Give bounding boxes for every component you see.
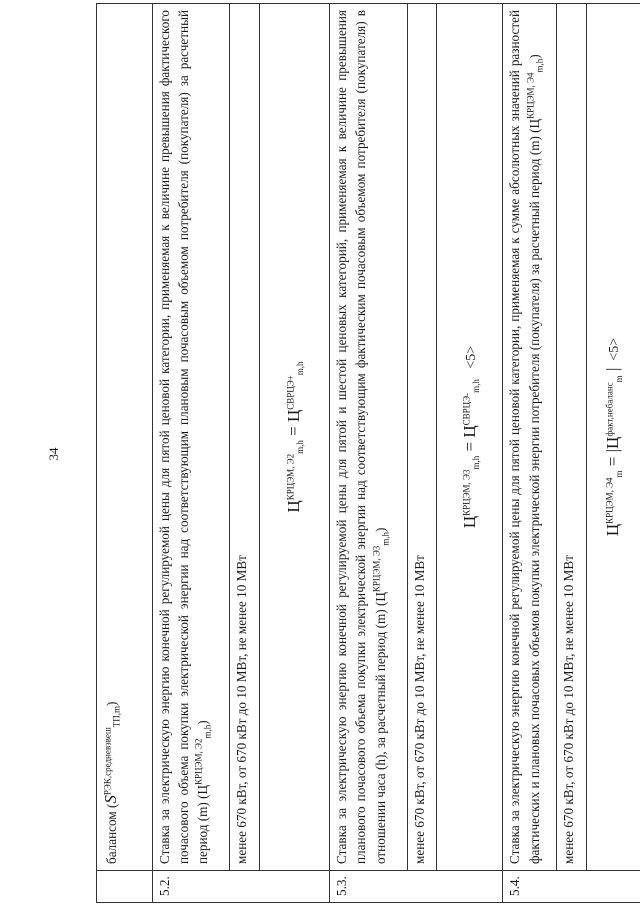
row-description: Ставка за электрическую энергию конечной регулируемой цены для пятой и шестой ценовых категорий, применяемая к величине превышения планового почасового объема покупки электрической энергии над соответствующим фактическим почасовым объемом потребителя (покупателя) в отношении часа (h), за расчетный период (m) $(Ц^{КРЦЭМ, Э3}_{m,h})$ [330, 4, 407, 871]
row-description: Ставка за электрическую энергию конечной регулируемой цены для пятой ценовой категории, применяемая к величине превышения фактического почасового объема покупки электрической энергии над соответствующим плановым почасовым объемом потребителя (покупателя) за расчетный период (m) $(Ц^{КРЦЭМ, Э2}_{m,h})$ [153, 4, 230, 871]
page-number: 34 [46, 447, 61, 461]
row-5-4-formula [587, 4, 640, 903]
row-5-4-desc [503, 4, 557, 903]
row-description: Ставка за электрическую энергию конечной регулируемой цены для пятой ценовой категории, применяемая к сумме абсолютных значений разностей фактических и плановых почасовых объемов покупки электрической энергии потребителя (покупателя) за расчетный период (m) $(Ц^{КРЦЭМ, Э4}_{m,h})$ [503, 4, 557, 871]
balance-cell: балансом $(S^{РЭК,средневзвеш}_{ТП,m})$ [97, 4, 153, 871]
row-number: 5.2. [153, 871, 330, 903]
row-5-3-formula [437, 4, 503, 903]
formula: $Ц^{КРЦЭМ, Э4}_m = |Ц^{факт,небаланс}_m$ | <5> [587, 4, 640, 871]
power-range: менее 670 кВт, от 670 кВт до 10 МВт, не менее 10 МВт [230, 4, 260, 871]
row-5-4-power [557, 4, 587, 903]
formula: $Ц^{КРЦЭМ, Э3}_{m,h} = Ц^{СВРЦЭ-}_{m,h} <5>$ [437, 4, 503, 871]
formula: $Ц^{КРЦЭМ, Э2}_{m,h} = Ц^{СВРЦЭ+}_{m,h}$ [260, 4, 330, 871]
row-5-2-formula [260, 4, 330, 903]
balance-row [97, 4, 153, 903]
row-5-3-power [407, 4, 437, 903]
row-number: 5.3. [330, 871, 503, 903]
tariff-table-sheet [96, 3, 640, 903]
power-range: менее 670 кВт, от 670 кВт до 10 МВт, не менее 10 МВт [557, 4, 587, 871]
row-5-2-power [230, 4, 260, 903]
tariff-table [96, 3, 640, 903]
row-5-2-desc [153, 4, 230, 903]
power-range: менее 670 кВт, от 670 кВт до 10 МВт, не менее 10 МВт [407, 4, 437, 871]
row-number: 5.4. [503, 871, 640, 903]
empty-num-cell [97, 871, 153, 903]
row-5-3-desc [330, 4, 407, 903]
